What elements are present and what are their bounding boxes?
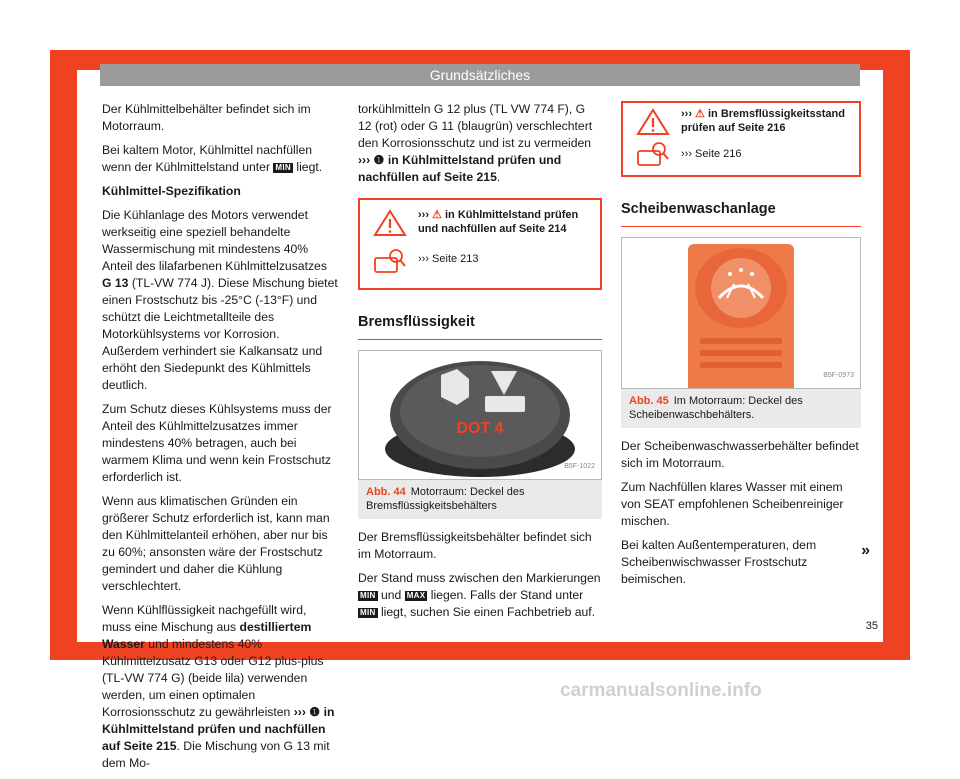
paragraph: Der Scheibenwaschwasserbehälter befindet sich im Motorraum. <box>621 439 859 470</box>
min-tag: MIN <box>360 608 376 617</box>
text: liegen. Falls der Stand unter <box>427 588 584 602</box>
text: (TL-VW 774 J). Diese Mischung bietet einen Frostschutz bis -25°C (-13°F) und schützt die Leichtmetallteile des Motorkühlsystems vor Korrosion. Außerdem verhindert sie Kalkansatz und erhöht den Siedepunkt des Kühlmittels deutlich. <box>102 276 338 392</box>
cross-reference-link[interactable]: ››› ❶ in Kühlmittelstand prüfen und nachfüllen auf Seite 215 <box>102 705 335 753</box>
warning-triangle-icon <box>635 107 671 137</box>
subheading: Kühlmittel-Spezifikation <box>102 184 241 198</box>
column-3 <box>621 101 861 595</box>
warning-box <box>621 101 861 177</box>
environment-note-icon <box>635 139 671 169</box>
page-link[interactable]: ››› Seite 216 <box>681 148 742 160</box>
paragraph <box>358 570 602 621</box>
warning-box <box>358 198 602 290</box>
text: Motorraum: Deckel des Bremsflüssigkeitsbehälters <box>366 486 525 512</box>
dot-label: DOT 4 <box>456 420 504 437</box>
figure-caption <box>621 389 861 428</box>
text: Im Motorraum: Deckel des Scheibenwaschbehälters. <box>629 395 803 421</box>
figure-caption <box>358 480 602 519</box>
text: ››› <box>681 108 696 120</box>
text: in Bremsflüssigkeitsstand prüfen auf Seite 216 <box>681 108 845 134</box>
text: liegt, suchen Sie einen Fachbetrieb auf. <box>377 605 596 619</box>
environment-row <box>360 244 600 288</box>
paragraph: Der Bremsflüssigkeitsbehälter befindet sich im Motorraum. <box>358 530 592 561</box>
warning-triangle-icon <box>372 208 408 238</box>
text: liegt. <box>292 160 323 174</box>
text: ››› <box>418 209 433 221</box>
warning-row <box>623 103 859 139</box>
cross-reference-link[interactable]: ››› ❶ in Kühlmittelstand prüfen und nachfüllen auf Seite 215 <box>358 153 562 184</box>
min-tag: MIN <box>360 591 376 600</box>
paragraph: Zum Nachfüllen klares Wasser mit einem von SEAT empfohlenen Scheibenreiniger mischen. <box>621 480 844 528</box>
paragraph: Der Kühlmittelbehälter befindet sich im Motorraum. <box>102 102 311 133</box>
figure-brake-fluid-cap <box>358 350 602 480</box>
page-link[interactable]: ››› Seite 213 <box>418 253 479 265</box>
paragraph: Wenn aus klimatischen Gründen ein größerer Schutz erforderlich ist, kann man den Kühlmittelanteil erhöhen, aber nur bis zu 60%; ansonsten wäre der Frostschutz gemindert und daher die Kühlung verschlechtert. <box>102 494 330 593</box>
paragraph <box>358 101 602 186</box>
paragraph <box>102 602 338 772</box>
warning-link[interactable] <box>681 107 851 135</box>
figure-washer-cap <box>621 237 861 389</box>
text: Die Kühlanlage des Motors verwendet werkseitig eine speziell behandelte Wassermischung mit mindestens 40% Anteil des lilafarbenen Kühlmittelzusatzes <box>102 208 327 273</box>
page-number: 35 <box>865 620 878 632</box>
column-1 <box>102 101 338 779</box>
figure-number: Abb. 44 <box>366 486 406 498</box>
figure-code: B5F-0973 <box>823 372 854 379</box>
text: G 13 <box>102 276 129 290</box>
small-warning-icon: ⚠ <box>432 209 442 221</box>
warning-link[interactable] <box>418 208 592 236</box>
text: Bei kaltem Motor, Kühlmittel nachfüllen wenn der Kühlmittelstand unter <box>102 143 312 174</box>
text: destilliertem Wasser <box>102 620 312 651</box>
small-warning-icon: ⚠ <box>695 108 705 120</box>
text: . Die Mischung von G 13 mit dem Mo- <box>102 739 330 770</box>
paragraph: Zum Schutz dieses Kühlsystems muss der Anteil des Kühlmittelzusatzes immer mindestens 40% betragen, auch bei warmem Klima und wenn kein Frostschutz erforderlich ist. <box>102 402 332 484</box>
section-title: Bremsflüssigkeit <box>358 308 602 340</box>
min-tag: MIN <box>275 163 291 172</box>
continue-mark: » <box>861 542 870 559</box>
figure-number: Abb. 45 <box>629 395 669 407</box>
text: und mindestens 40% Kühlmittelzusatz G13 oder G12 plus-plus (TL-VW 774 G) (beide lila) verwenden werden, um einen optimalen Korrosionsschutz zu gewährleisten <box>102 637 324 719</box>
figure-code: B5F-1022 <box>564 463 595 470</box>
text: . <box>496 170 501 184</box>
paragraph: Bei kalten Außentemperaturen, dem Scheibenwischwasser Frostschutz beimischen. <box>621 538 817 586</box>
environment-note-icon <box>372 246 408 276</box>
section-title: Scheibenwaschanlage <box>621 195 861 227</box>
text: Wenn Kühlflüssigkeit nachgefüllt wird, muss eine Mischung aus <box>102 603 307 634</box>
max-tag: MAX <box>406 591 426 600</box>
text: Der Stand muss zwischen den Markierungen <box>358 571 601 585</box>
page-header: Grundsätzliches <box>100 64 860 86</box>
paragraph <box>102 207 338 394</box>
text: in Kühlmittelstand prüfen und nachfüllen auf Seite 214 <box>418 209 579 235</box>
paragraph <box>102 142 338 176</box>
text: torkühlmitteln G 12 plus (TL VW 774 F), G 12 (rot) oder G 11 (blaugrün) verschlechtert den Korrosionsschutz und ist zu vermeiden <box>358 102 593 150</box>
text: und <box>377 588 405 602</box>
watermark: carmanualsonline.info <box>560 680 762 701</box>
washer-cap-image <box>622 238 860 388</box>
environment-row <box>623 139 859 173</box>
column-2 <box>358 101 602 628</box>
warning-row <box>360 200 600 244</box>
